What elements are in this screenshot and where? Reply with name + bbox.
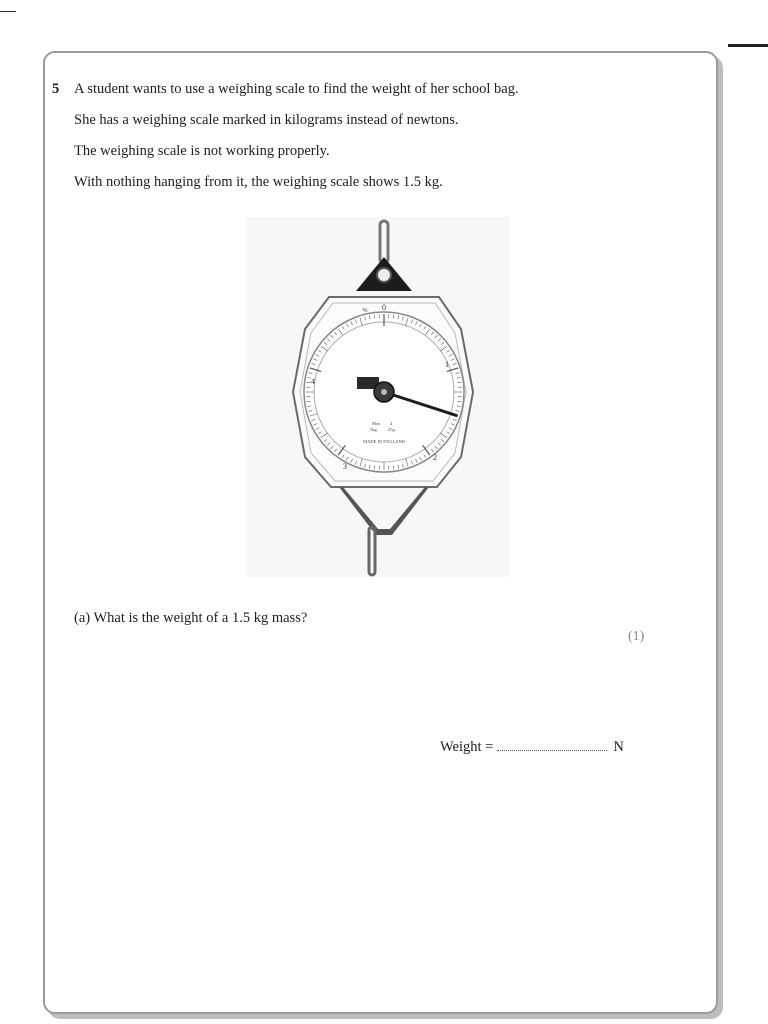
question-number: 5 <box>52 81 60 97</box>
answer-input[interactable] <box>497 738 607 751</box>
dial-text-25g: 25g <box>388 427 395 432</box>
answer-label: Weight = <box>440 739 494 755</box>
dial-label-0: 0 <box>382 303 386 312</box>
question-line-3: The weighing scale is not working properly. <box>74 143 330 159</box>
question-line-1: A student wants to use a weighing scale to find the weight of her school bag. <box>74 81 519 97</box>
answer-unit: N <box>613 739 624 755</box>
question-line-2: She has a weighing scale marked in kilograms instead of newtons. <box>74 112 459 128</box>
dial-text-4: 4 <box>390 421 393 426</box>
question-line-4: With nothing hanging from it, the weighing scale shows 1.5 kg. <box>74 174 443 190</box>
marks-label: (1) <box>628 629 645 644</box>
dial-text-max: Max <box>372 421 381 426</box>
page-edge-mark <box>728 44 768 47</box>
dial-unit-label: kg <box>362 308 368 313</box>
weighing-scale-figure <box>247 217 509 577</box>
weighing-scale-illustration <box>247 217 509 577</box>
dial-label-1: 1 <box>445 360 449 369</box>
answer-line <box>440 738 624 756</box>
dial-label-4: 4 <box>311 377 315 386</box>
dial-label-2: 2 <box>433 453 437 462</box>
dial-text-5kg: 5kg <box>370 427 377 432</box>
corner-mark <box>0 11 16 12</box>
dial-label-3: 3 <box>343 462 347 471</box>
part-a-question: (a) What is the weight of a 1.5 kg mass? <box>74 610 308 626</box>
dial-maker-text: MADE IN ENGLAND <box>363 439 405 444</box>
